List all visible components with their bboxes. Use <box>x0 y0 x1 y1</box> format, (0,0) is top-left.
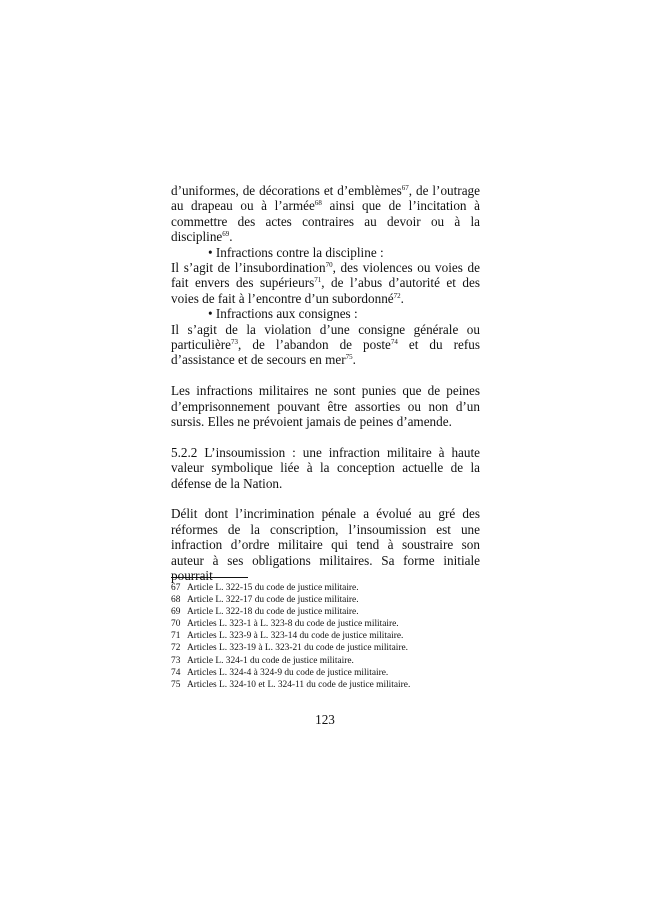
footnote-item: 73 Article L. 324-1 du code de justice militaire. <box>171 655 354 666</box>
bullet-consignes: • Infractions aux consignes : <box>208 306 358 322</box>
paragraph-insoumission: Délit dont l’incrimination pénale a évolué au gré des réformes de la conscription, l’insoumission est une infraction d’ordre militaire qui tend à soustraire son auteur à ses obligations militaires. Sa forme initiale pourrait <box>171 506 480 584</box>
footnote-ref-70: 70 <box>325 261 333 270</box>
section-heading-insoumission: 5.2.2 L’insoumission : une infraction militaire à haute valeur symbolique liée à la conception actuelle de la défense de la Nation. <box>171 444 480 491</box>
paragraph-discipline: Il s’agit de l’insubordination$^{70}$, des violences ou voies de fait envers des supérieurs$^{71}$, de l’abus d’autorité et des voies de fait à l’encontre d’un subordonné$^{72}$. <box>171 260 480 306</box>
footnote-ref-74: 74 <box>390 338 398 347</box>
footnote-item: 67 Article L. 322-15 du code de justice militaire. <box>171 583 359 593</box>
paragraph-consignes: Il s’agit de la violation d’une consigne générale ou particulière$^{73}$, de l’abandon de poste$^{74}$ et du refus d’assistance et de secours en mer$^{75}$. <box>171 321 480 368</box>
footnote-ref-68: 68 <box>314 199 322 208</box>
footnote-item: 70 Articles L. 323-1 à L. 323-8 du code de justice militaire. <box>171 619 399 630</box>
footnote-ref-69: 69 <box>222 230 230 239</box>
footnote-ref-72: 72 <box>393 291 401 300</box>
paragraph-military-offences: d’uniformes, de décorations et d’emblèmes$^{67}$, de l’outrage au drapeau ou à l’armée$^{68}$ ainsi que de l’incitation à commettre des actes contraires au devoir ou à la discipline$^{69}$. <box>171 183 480 245</box>
footnote-item: 72 Articles L. 323-19 à L. 323-21 du code de justice militaire. <box>171 643 409 654</box>
spacer <box>171 429 480 444</box>
spacer <box>171 368 480 383</box>
spacer <box>171 491 480 506</box>
footnotes <box>171 582 480 691</box>
footnote-ref-71: 71 <box>314 276 322 285</box>
footnote-ref-73: 73 <box>231 338 239 347</box>
footnote-divider <box>171 577 248 578</box>
footnote-item: 75 Articles L. 324-10 et L. 324-11 du code de justice militaire. <box>171 679 411 690</box>
page-number: 123 <box>315 712 335 727</box>
bullet-discipline: • Infractions contre la discipline : <box>208 244 384 260</box>
paragraph-punishments: Les infractions militaires ne sont punies que de peines d’emprisonnement pouvant être assorties ou non d’un sursis. Elles ne prévoient jamais de peines d’amende. <box>171 383 480 430</box>
footnote-item: 68 Article L. 322-17 du code de justice militaire. <box>171 595 359 606</box>
footnote-ref-67: 67 <box>401 184 409 192</box>
footnote-item: 69 Article L. 322-18 du code de justice militaire. <box>171 607 359 618</box>
footnote-ref-75: 75 <box>345 353 353 362</box>
footnote-item: 71 Articles L. 323-9 à L. 323-14 du code de justice militaire. <box>171 631 404 642</box>
page-body <box>171 183 480 584</box>
footnote-item: 74 Articles L. 324-4 à 324-9 du code de justice militaire. <box>171 667 389 678</box>
